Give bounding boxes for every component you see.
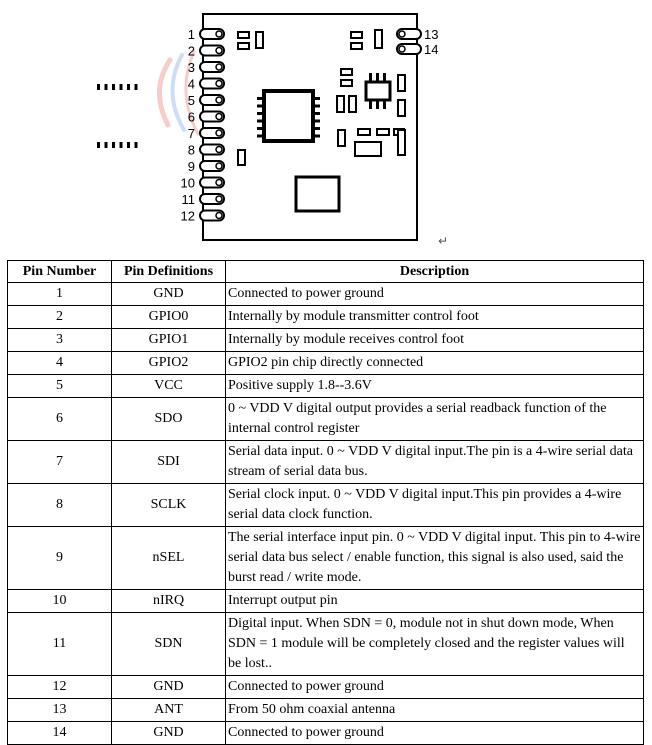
pin-label: 3 [187, 60, 195, 75]
pin-description-cell: Interrupt output pin [226, 590, 644, 613]
pin-1 [188, 27, 224, 42]
pin-hole [216, 147, 222, 153]
pin-label: 8 [187, 142, 195, 158]
pin-label: 7 [187, 126, 195, 141]
pin-label: 6 [187, 109, 195, 125]
pin-number-cell: 3 [8, 329, 112, 352]
pin-13 [397, 27, 438, 42]
pin-4 [188, 77, 224, 92]
pin-definition-cell: ANT [112, 699, 226, 722]
pin-description-cell: Serial data input. 0 ~ VDD V digital input.The pin is a 4-wire serial data stream of serial data bus. [226, 441, 644, 484]
pin-definition-cell: SDI [112, 441, 226, 484]
pin-definition-cell: SCLK [112, 484, 226, 527]
pin-definition-cell: SDN [112, 613, 226, 676]
table-row [8, 398, 644, 441]
pin-definition-cell: GPIO0 [112, 306, 226, 329]
pin-definition-cell: GND [112, 722, 226, 745]
pin-hole [216, 97, 222, 103]
pin-description-cell: Positive supply 1.8--3.6V [226, 375, 644, 398]
table-row [8, 527, 644, 590]
pin-definition-cell: GND [112, 283, 226, 306]
pin-definitions-table [7, 260, 644, 745]
pin-description-cell: 0 ~ VDD V digital output provides a serial readback function of the internal control register [226, 398, 644, 441]
pin-number-cell: 11 [8, 613, 112, 676]
pin-label: 13 [424, 27, 439, 42]
pin-description-cell: GPIO2 pin chip directly connected [226, 352, 644, 375]
crystal-component [296, 177, 339, 211]
pin-number-cell: 10 [8, 590, 112, 613]
header-pin-number: Pin Number [8, 261, 112, 283]
pin-label: 11 [181, 192, 195, 207]
pin-number-cell: 13 [8, 699, 112, 722]
pin-6 [188, 110, 224, 125]
table-row [8, 484, 644, 527]
pin-number-cell: 8 [8, 484, 112, 527]
table-row [8, 441, 644, 484]
pin-hole [216, 48, 222, 54]
table-row [8, 352, 644, 375]
pin-label: 12 [180, 208, 195, 224]
pin-description-cell: Connected to power ground [226, 283, 644, 306]
pin-description-cell: Internally by module receives control foot [226, 329, 644, 352]
pin-14 [397, 42, 438, 57]
pin-definition-cell: VCC [112, 375, 226, 398]
pin-number-cell: 6 [8, 398, 112, 441]
module-pinout-diagram [0, 0, 652, 258]
pin-definition-cell: nSEL [112, 527, 226, 590]
pin-hole [399, 46, 405, 52]
pin-9 [188, 159, 224, 174]
table-row [8, 613, 644, 676]
pin-definition-cell: nIRQ [112, 590, 226, 613]
pin-number-cell: 5 [8, 375, 112, 398]
table-row [8, 375, 644, 398]
pin-number-cell: 9 [8, 527, 112, 590]
pin-hole [216, 31, 222, 37]
pin-label: 9 [187, 159, 195, 174]
table-row [8, 283, 644, 306]
table-row [8, 722, 644, 745]
pin-hole [216, 180, 222, 186]
pin-label: 14 [424, 42, 439, 57]
paragraph-mark: ↵ [438, 234, 449, 248]
pin-hole [216, 81, 222, 87]
pin-definition-cell: GPIO2 [112, 352, 226, 375]
pin-description-cell: Connected to power ground [226, 722, 644, 745]
pin-number-cell: 2 [8, 306, 112, 329]
pin-label: 4 [187, 76, 195, 92]
pin-description-cell: Internally by module transmitter control foot [226, 306, 644, 329]
pin-7 [188, 126, 224, 141]
pin-label: 2 [187, 43, 195, 59]
table-row [8, 699, 644, 722]
pin-number-cell: 7 [8, 441, 112, 484]
pin-definition-cell: GND [112, 676, 226, 699]
pin-label: 10 [180, 175, 195, 191]
table-row [8, 329, 644, 352]
pin-description-cell: From 50 ohm coaxial antenna [226, 699, 644, 722]
pin-number-cell: 12 [8, 676, 112, 699]
pin-description-cell: Serial clock input. 0 ~ VDD V digital input.This pin provides a 4-wire serial data clock function. [226, 484, 644, 527]
table-header-row [8, 261, 644, 283]
pin-hole [216, 114, 222, 120]
pin-definition-cell: SDO [112, 398, 226, 441]
pin-hole [216, 64, 222, 70]
header-description: Description [226, 261, 644, 283]
pin-label: 1 [187, 27, 195, 42]
pin-number-cell: 14 [8, 722, 112, 745]
pin-3 [188, 60, 224, 75]
pin-hole [216, 196, 222, 202]
pin-description-cell: Connected to power ground [226, 676, 644, 699]
pin-8 [188, 143, 224, 158]
pin-description-cell: The serial interface input pin. 0 ~ VDD V digital input. This pin to 4-wire serial data bus select / enable function, this signal is also used, said the burst read / write mode. [226, 527, 644, 590]
pin-number-cell: 4 [8, 352, 112, 375]
table-row [8, 676, 644, 699]
pin-label: 5 [187, 93, 195, 108]
pin-hole [216, 213, 222, 219]
pin-number-cell: 1 [8, 283, 112, 306]
pin-hole [216, 130, 222, 136]
pin-definition-cell: GPIO1 [112, 329, 226, 352]
pin-hole [399, 31, 405, 37]
table-row [8, 306, 644, 329]
pin-5 [188, 93, 224, 108]
pin-description-cell: Digital input. When SDN = 0, module not in shut down mode, When SDN = 1 module will be completely closed and the register values will be lost.. [226, 613, 644, 676]
pin-hole [216, 163, 222, 169]
pin-2 [188, 44, 224, 59]
table-row [8, 590, 644, 613]
header-pin-definitions: Pin Definitions [112, 261, 226, 283]
